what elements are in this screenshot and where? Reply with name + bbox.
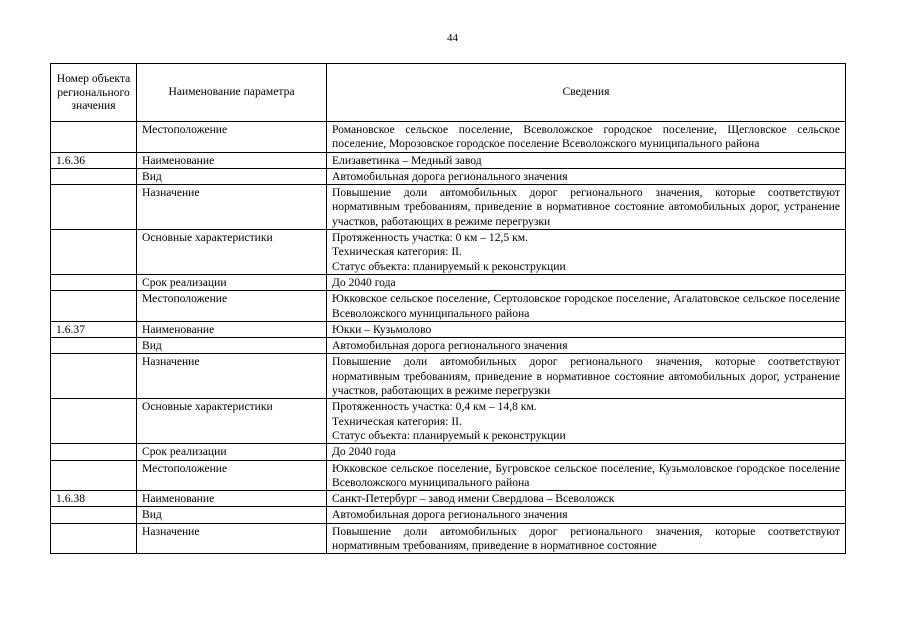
parameter-value-cell: Юкковское сельское поселение, Сертоловское городское поселение, Агалатовское сельское поселение Всеволожского муниципального района [327, 291, 846, 322]
parameter-name-cell: Вид [137, 338, 327, 354]
table-row [51, 399, 846, 444]
characteristic-status: Статус объекта: планируемый к реконструкции [332, 428, 566, 442]
parameter-name-cell: Назначение [137, 354, 327, 399]
object-number-cell [51, 399, 137, 444]
table-row [51, 230, 846, 275]
parameter-name-cell: Наименование [137, 152, 327, 168]
parameter-value-cell: До 2040 года [327, 444, 846, 460]
table-row [51, 185, 846, 230]
parameter-value-cell: До 2040 года [327, 274, 846, 290]
parameter-value-cell: Автомобильная дорога регионального значения [327, 507, 846, 523]
parameter-value-cell: Автомобильная дорога регионального значения [327, 338, 846, 354]
parameter-value-cell [327, 230, 846, 275]
object-number-cell [51, 523, 137, 554]
parameter-value-cell: Повышение доли автомобильных дорог регионального значения, которые соответствуют нормативным требованиям, приведение в нормативное состояние автомобильных дорог, устранение участков, работающих в режиме перегрузки [327, 185, 846, 230]
object-number-cell [51, 507, 137, 523]
parameter-value-cell [327, 399, 846, 444]
parameter-name-cell: Вид [137, 168, 327, 184]
characteristic-category: Техническая категория: II. [332, 245, 462, 259]
parameter-name-cell: Местоположение [137, 291, 327, 322]
parameter-value-cell: Повышение доли автомобильных дорог регионального значения, которые соответствуют нормативным требованиям, приведение в нормативное состояние [327, 523, 846, 554]
table-row [51, 491, 846, 507]
parameter-name-cell: Наименование [137, 491, 327, 507]
object-number-cell [51, 168, 137, 184]
characteristic-status: Статус объекта: планируемый к реконструкции [332, 259, 566, 273]
table-row [51, 338, 846, 354]
table-row [51, 354, 846, 399]
object-number-cell [51, 185, 137, 230]
table-row [51, 168, 846, 184]
parameter-name-cell: Наименование [137, 321, 327, 337]
header-parameter-name: Наименование параметра [137, 64, 327, 122]
parameter-value-cell: Елизаветинка – Медный завод [327, 152, 846, 168]
object-number-cell [51, 338, 137, 354]
parameter-value-cell: Автомобильная дорога регионального значения [327, 168, 846, 184]
table-row [51, 274, 846, 290]
object-number-cell: 1.6.36 [51, 152, 137, 168]
object-number-cell: 1.6.37 [51, 321, 137, 337]
parameter-name-cell: Местоположение [137, 122, 327, 153]
table-row [51, 444, 846, 460]
parameter-value-cell: Юкковское сельское поселение, Бугровское сельское поселение, Кузьмоловское городское поселение Всеволожского муниципального района [327, 460, 846, 491]
object-number-cell [51, 444, 137, 460]
object-number-cell [51, 291, 137, 322]
parameter-value-cell: Повышение доли автомобильных дорог регионального значения, которые соответствуют нормативным требованиям, приведение в нормативное состояние автомобильных дорог, устранение участков, работающих в режиме перегрузки [327, 354, 846, 399]
parameters-table [50, 63, 846, 554]
table-row [51, 152, 846, 168]
table-row [51, 460, 846, 491]
object-number-cell [51, 122, 137, 153]
parameter-name-cell: Срок реализации [137, 444, 327, 460]
table-header-row [51, 64, 846, 122]
object-number-cell [51, 354, 137, 399]
table-row [51, 122, 846, 153]
characteristic-category: Техническая категория: II. [332, 414, 462, 428]
characteristic-length: Протяженность участка: 0 км – 12,5 км. [332, 231, 528, 245]
parameter-name-cell: Основные характеристики [137, 230, 327, 275]
table-row [51, 507, 846, 523]
header-details: Сведения [327, 64, 846, 122]
table-row [51, 523, 846, 554]
parameter-name-cell: Назначение [137, 523, 327, 554]
table-row [51, 321, 846, 337]
characteristic-length: Протяженность участка: 0,4 км – 14,8 км. [332, 400, 537, 414]
parameter-name-cell: Назначение [137, 185, 327, 230]
parameter-name-cell: Основные характеристики [137, 399, 327, 444]
parameter-value-cell: Юкки – Кузьмолово [327, 321, 846, 337]
parameter-name-cell: Срок реализации [137, 274, 327, 290]
parameter-name-cell: Местоположение [137, 460, 327, 491]
parameter-name-cell: Вид [137, 507, 327, 523]
parameter-value-cell: Романовское сельское поселение, Всеволожское городское поселение, Щегловское сельское поселение, Морозовское городское поселение Всеволожского муниципального района [327, 122, 846, 153]
page-number: 44 [447, 32, 458, 44]
object-number-cell [51, 460, 137, 491]
header-object-number: Номер объекта регионального значения [51, 64, 137, 122]
object-number-cell [51, 274, 137, 290]
parameter-value-cell: Санкт-Петербург – завод имени Свердлова – Всеволожск [327, 491, 846, 507]
object-number-cell: 1.6.38 [51, 491, 137, 507]
table-row [51, 291, 846, 322]
object-number-cell [51, 230, 137, 275]
